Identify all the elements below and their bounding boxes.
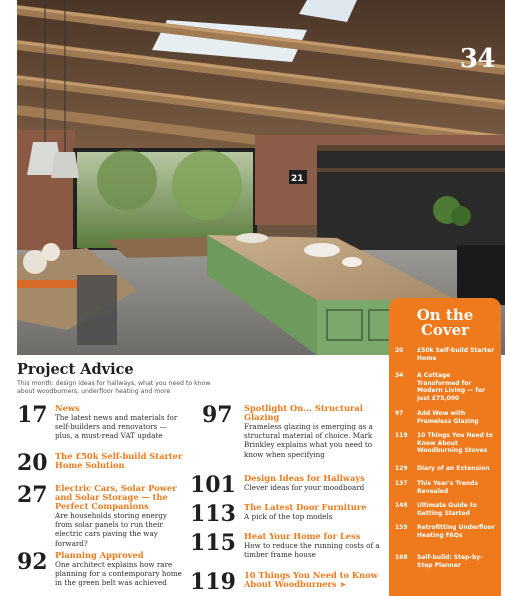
entry-page-number: 113 — [190, 501, 236, 527]
cover-item-page: 159 — [395, 524, 408, 531]
cover-item-page: 97 — [395, 410, 404, 417]
cover-item-title: Diary of an Extension — [417, 465, 490, 472]
contents-entry[interactable] — [17, 484, 185, 548]
entry-page-number: 17 — [17, 402, 48, 428]
entry-page-number: 20 — [17, 450, 48, 476]
entry-description: Are households storing energy from solar panels to run their electric cars paving the way forward? — [55, 511, 167, 548]
entry-page-number: 92 — [17, 549, 48, 575]
entry-title: 10 Things You Need to Know About Woodburners ➤ — [244, 570, 378, 589]
on-the-cover-panel — [389, 298, 501, 596]
entry-description: The latest news and materials for self-builders and renovators — plus, a must-read VAT update — [55, 413, 178, 441]
entry-page-number: 101 — [190, 472, 236, 498]
cover-item[interactable] — [395, 372, 495, 410]
cover-item[interactable] — [395, 465, 495, 480]
entry-description: One architect explains how rare planning for a contemporary home in the green belt was achieved — [55, 560, 182, 588]
entry-title: The £50k Self-build Starter Home Solution — [55, 451, 183, 470]
entry-title: Planning Approved — [55, 550, 144, 560]
entry-title: The Latest Door Furniture — [244, 502, 367, 512]
cover-item-page: 119 — [395, 432, 408, 439]
cover-item-page: 148 — [395, 502, 408, 509]
cover-item-title: Ultimate Guide to Getting Started — [417, 502, 477, 517]
contents-entry[interactable] — [190, 474, 385, 496]
arrow-right-icon: ➤ — [339, 580, 347, 589]
cover-item-page: 20 — [395, 347, 404, 354]
contents-entry[interactable] — [17, 551, 185, 588]
cover-item-page: 168 — [395, 554, 408, 561]
entry-title: Spotlight On... Structural Glazing — [244, 403, 363, 422]
cover-item-title: £50k Self-build Starter Home — [417, 347, 495, 362]
cover-item-title: Self-build: Step-by-Step Planner — [417, 554, 483, 569]
entry-description: How to reduce the running costs of a timber frame house — [244, 541, 380, 560]
cover-item[interactable] — [395, 347, 495, 372]
entry-title: Design Ideas for Hallways — [244, 473, 365, 483]
entry-page-number: 97 — [202, 402, 233, 428]
contents-entry[interactable] — [190, 571, 389, 593]
cover-item[interactable] — [395, 480, 495, 502]
on-the-cover-title: On the Cover — [416, 306, 474, 339]
cover-item[interactable] — [395, 502, 495, 524]
cover-item[interactable] — [395, 554, 495, 574]
entry-title: News — [55, 403, 80, 413]
entry-title: Heat Your Home for Less — [244, 531, 361, 541]
contents-entry[interactable] — [17, 404, 185, 441]
section-intro: This month: design ideas for hallways, what you need to know about woodburners, underfloor heating and more — [17, 380, 211, 395]
cover-item[interactable] — [395, 410, 495, 432]
cover-item[interactable] — [395, 432, 495, 465]
cover-item-page: 137 — [395, 480, 408, 487]
contents-entry[interactable] — [17, 452, 185, 474]
contents-entry[interactable] — [202, 404, 385, 459]
cover-item-title: A Cottage Transformed for Modern Living — for just £75,000 — [417, 372, 486, 402]
cover-item-title: This Year's Trends Revealed — [417, 480, 479, 495]
entry-description: Frameless glazing is emerging as a structural material of choice. Mark Brinkley explains what you need to know when specifying — [244, 422, 373, 459]
cover-item-title: 10 Things You Need to Know About Woodburning Stoves — [417, 432, 493, 454]
cover-item-title: Retrofitting Underfloor Heating FAQs — [417, 524, 495, 539]
svg-text:21: 21 — [291, 174, 304, 184]
contents-entry[interactable] — [190, 532, 385, 559]
cover-item[interactable] — [395, 524, 495, 554]
entry-page-number: 27 — [17, 482, 48, 508]
cover-item-title: Add Wow with Frameless Glazing — [417, 410, 479, 425]
entry-page-number: 119 — [190, 569, 236, 595]
cover-item-page: 34 — [395, 372, 404, 379]
entry-page-number: 115 — [190, 530, 236, 556]
page-number: 34 — [459, 44, 495, 74]
entry-description: Clever ideas for your moodboard — [244, 483, 365, 492]
entry-title: Electric Cars, Solar Power and Solar Storage — the Perfect Companions — [55, 483, 177, 511]
entry-description: A pick of the top models — [244, 512, 333, 521]
cover-item-page: 129 — [395, 465, 408, 472]
contents-entry[interactable] — [190, 503, 385, 525]
section-title: Project Advice — [17, 361, 134, 378]
